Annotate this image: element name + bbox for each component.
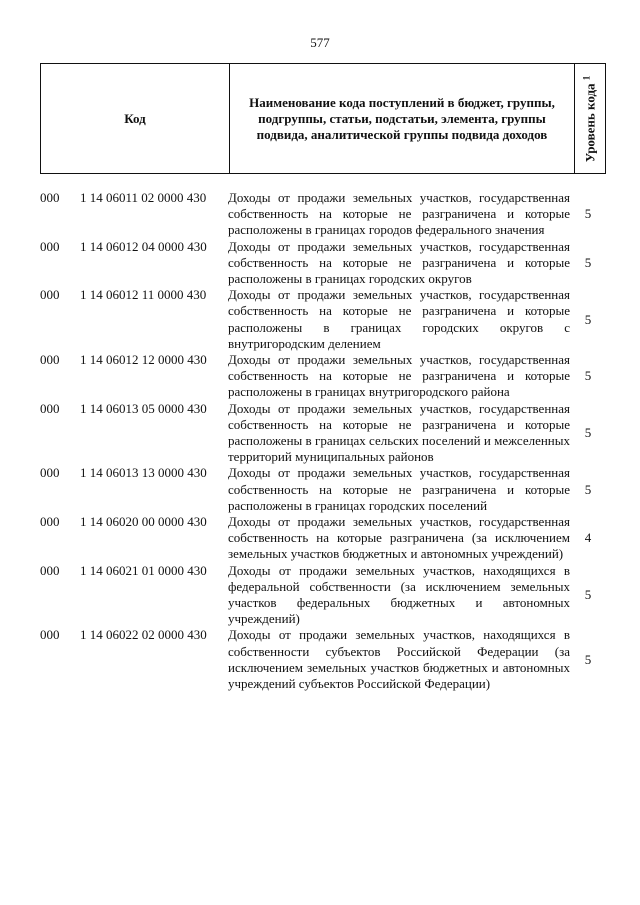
table-row — [40, 401, 606, 466]
row-level: 5 — [584, 651, 592, 667]
row-level: 5 — [584, 254, 592, 270]
table-row — [40, 563, 606, 628]
row-prefix: 000 — [40, 465, 60, 481]
row-prefix: 000 — [40, 352, 60, 368]
row-name: Доходы от продажи земельных участков, находящихся в федеральной собственности (за исключением земельных участков федеральных бюджетных и автономных учреждений) — [228, 562, 570, 627]
table-row — [40, 239, 606, 288]
row-prefix: 000 — [40, 190, 60, 205]
table-header — [40, 63, 606, 174]
header-level-footnote: 1 — [581, 75, 592, 80]
row-code: 1 14 06012 12 0000 430 — [80, 352, 207, 368]
row-name: Доходы от продажи земельных участков, государственная собственность на которые не разграничена и которые расположены в границах городов федерального значения — [228, 190, 570, 238]
row-code: 1 14 06022 02 0000 430 — [80, 627, 207, 643]
table-body — [40, 190, 606, 692]
row-level: 4 — [584, 530, 592, 546]
row-code: 1 14 06012 11 0000 430 — [80, 287, 207, 303]
row-name: Доходы от продажи земельных участков, государственная собственность на которые не разграничена и которые расположены в границах сельских поселений и межселенных территорий муниципальных районов — [228, 400, 570, 465]
row-prefix: 000 — [40, 514, 60, 530]
row-level: 5 — [584, 206, 592, 222]
table-row — [40, 465, 606, 514]
row-code: 1 14 06013 13 0000 430 — [80, 465, 207, 481]
table-row — [40, 352, 606, 401]
page-number: 577 — [310, 35, 330, 50]
row-level: 5 — [584, 481, 592, 497]
row-name: Доходы от продажи земельных участков, находящихся в собственности субъектов Российской Федерации (за исключением земельных участков бюджетных и автономных учреждений субъектов Российской Федерации) — [228, 627, 570, 692]
row-level: 5 — [584, 368, 592, 384]
header-code: Код — [41, 64, 230, 173]
row-level: 5 — [584, 586, 592, 602]
row-prefix: 000 — [40, 287, 60, 303]
row-name: Доходы от продажи земельных участков, государственная собственность на которые не разграничена и которые расположены в границах городских округов с внутригородским делением — [228, 287, 570, 351]
row-code: 1 14 06020 00 0000 430 — [80, 514, 207, 530]
table-row — [40, 627, 606, 692]
header-name: Наименование кода поступлений в бюджет, группы, подгруппы, статьи, подстатьи, элемента, группы подвида, аналитической группы подвида доходов — [230, 64, 575, 173]
header-level — [581, 75, 598, 162]
row-name: Доходы от продажи земельных участков, государственная собственность на которые разграничена (за исключением земельных участков бюджетных и автономных учреждений) — [228, 514, 570, 562]
header-level-label: Уровень кода — [582, 82, 598, 162]
row-prefix: 000 — [40, 400, 60, 416]
row-prefix: 000 — [40, 238, 60, 254]
row-name: Доходы от продажи земельных участков, государственная собственность на которые не разграничена и которые расположены в границах городских поселений — [228, 465, 570, 513]
table-row — [40, 287, 606, 352]
row-prefix: 000 — [40, 562, 60, 578]
row-name: Доходы от продажи земельных участков, государственная собственность на которые не разграничена и которые расположены в границах внутригородского района — [228, 352, 570, 400]
row-code: 1 14 06021 01 0000 430 — [80, 562, 207, 578]
row-prefix: 000 — [40, 627, 60, 643]
header-level-cell — [575, 64, 605, 173]
row-code: 1 14 06013 05 0000 430 — [80, 400, 207, 416]
table-row — [40, 514, 606, 563]
row-code: 1 14 06012 04 0000 430 — [80, 238, 207, 254]
table-row — [40, 190, 606, 239]
row-level: 5 — [584, 424, 592, 440]
row-code: 1 14 06011 02 0000 430 — [80, 190, 207, 205]
row-name: Доходы от продажи земельных участков, государственная собственность на которые не разграничена и которые расположены в границах городских округов — [228, 238, 570, 287]
row-level: 5 — [584, 311, 592, 327]
